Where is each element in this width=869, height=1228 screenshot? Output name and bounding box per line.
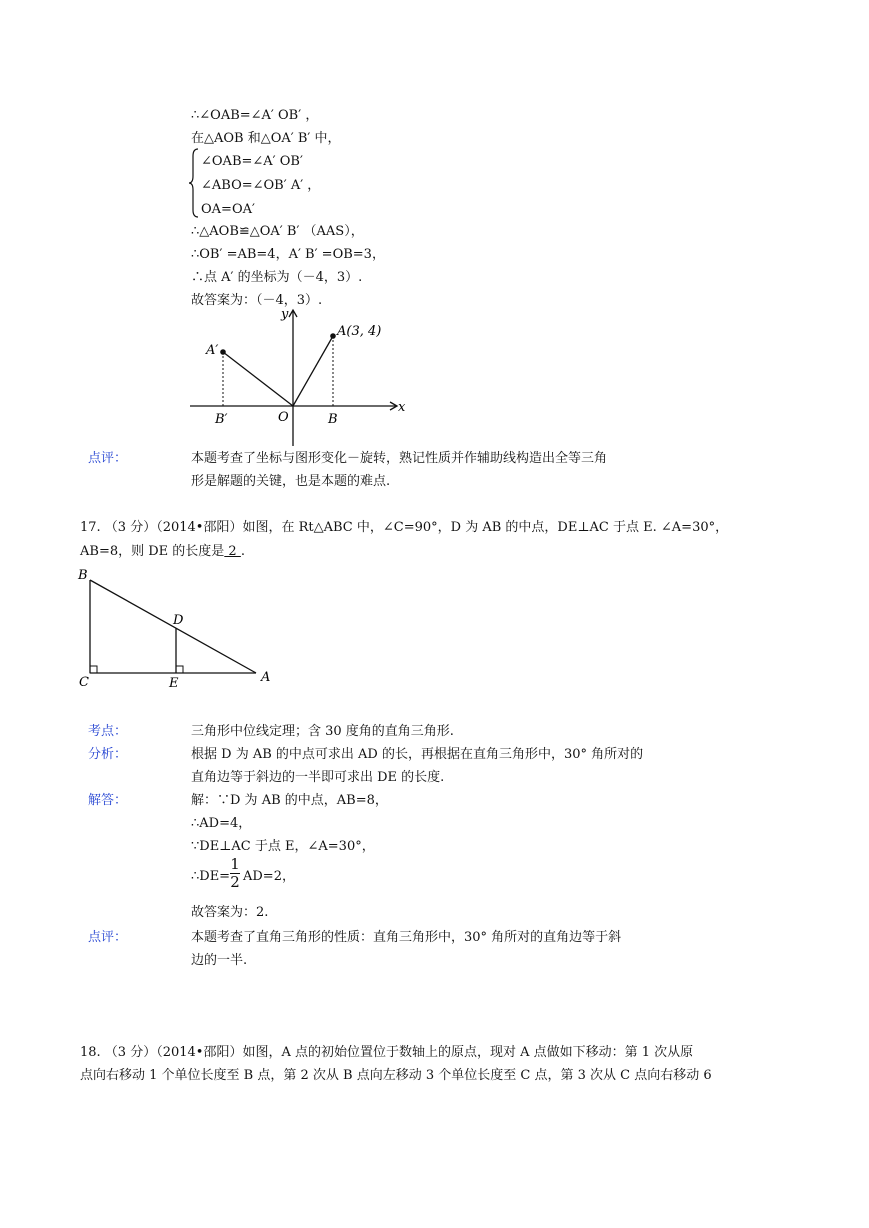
q16-comment-line-2: 形是解题的关键，也是本题的难点. <box>191 474 391 489</box>
q16-system-eq-3: OA=OA′ <box>201 202 255 217</box>
label-x: x <box>398 400 406 415</box>
label-D: D <box>173 613 184 628</box>
q17-fraction <box>229 857 241 890</box>
label-A: A <box>261 670 271 685</box>
q18-line-1: 18. （3 分）（2014•邵阳）如图，A 点的初始位置位于数轴上的原点，现对 A 点做如下移动：第 1 次从原 <box>80 1045 694 1060</box>
q16-line-coord: ∴点 A′ 的坐标为（－4，3）. <box>191 270 363 285</box>
q17-de-pre: ∴DE= <box>191 869 231 884</box>
label-y: y <box>281 307 289 322</box>
q17-stem-line-2 <box>80 543 245 561</box>
q17-kaodian: 三角形中位线定理；含 30 度角的直角三角形. <box>191 724 454 739</box>
q17-jieda-line-3: ∵DE⊥AC 于点 E，∠A=30°， <box>191 839 375 854</box>
fraction-denominator: 2 <box>230 873 240 891</box>
q16-line-2: 在△AOB 和△OA′ B′ 中， <box>191 131 341 146</box>
q17-kaodian-label: 考点： <box>88 724 128 739</box>
q17-triangle-figure <box>75 565 285 695</box>
segment-OA <box>293 336 333 406</box>
q18-line-2: 点向右移动 1 个单位长度至 B 点，第 2 次从 B 点向左移动 3 个单位长度至 C 点，第 3 次从 C 点向右移动 6 <box>80 1068 712 1083</box>
q17-comment-line-2: 边的一半. <box>191 953 248 968</box>
label-A-prime: A′ <box>206 343 219 358</box>
q17-jieda-line-2: ∴AD=4， <box>191 816 252 831</box>
right-angle-E <box>176 666 183 673</box>
right-angle-C <box>90 666 97 673</box>
q16-comment-label: 点评： <box>88 451 128 466</box>
q16-system-eq-2: ∠ABO=∠OB′ A′ ， <box>201 178 321 193</box>
q17-jieda-line-1: 解：∵D 为 AB 的中点，AB=8， <box>191 793 388 808</box>
q16-line-answer: 故答案为：（－4，3）. <box>191 293 323 308</box>
q17-comment-label: 点评： <box>88 930 128 945</box>
label-B: B <box>328 412 338 427</box>
q16-line-1: ∴∠OAB=∠A′ OB′ ， <box>191 108 319 123</box>
label-B-prime: B′ <box>215 412 228 427</box>
q17-stem-end: . <box>240 544 245 559</box>
q16-line-lengths: ∴OB′ =AB=4，A′ B′ =OB=3， <box>191 247 385 262</box>
label-E: E <box>169 676 179 691</box>
label-O: O <box>278 410 289 425</box>
label-A: A(3, 4) <box>337 324 382 339</box>
q17-answer-line: 故答案为：2. <box>191 905 269 920</box>
segment-OA-prime <box>223 352 293 406</box>
q16-coordinate-figure <box>180 305 410 450</box>
q16-system-eq-1: ∠OAB=∠A′ OB′ <box>201 154 303 169</box>
q16-line-congruent: ∴△AOB≌△OA′ B′ （AAS）， <box>191 224 364 239</box>
q17-stem-text: AB=8，则 DE 的长度是 <box>80 544 225 559</box>
q17-answer-blank: 2 <box>224 544 241 559</box>
fraction-numerator: 1 <box>230 855 240 873</box>
q16-comment-line-1: 本题考查了坐标与图形变化－旋转，熟记性质并作辅助线构造出全等三角 <box>191 451 608 466</box>
q17-de-post: AD=2， <box>243 869 295 884</box>
q17-fenxi-line-2: 直角边等于斜边的一半即可求出 DE 的长度. <box>191 770 445 785</box>
label-B: B <box>78 568 88 583</box>
q17-comment-line-1: 本题考查了直角三角形的性质：直角三角形中，30° 角所对的直角边等于斜 <box>191 930 622 945</box>
q17-fenxi-label: 分析： <box>88 747 128 762</box>
q17-jieda-label: 解答： <box>88 793 128 808</box>
system-brace <box>189 148 199 218</box>
q17-fenxi-line-1: 根据 D 为 AB 的中点可求出 AD 的长，再根据在直角三角形中，30° 角所对的 <box>191 747 644 762</box>
q17-stem-line-1: 17. （3 分）（2014•邵阳）如图，在 Rt△ABC 中，∠C=90°，D 为 AB 的中点，DE⊥AC 于点 E. ∠A=30°， <box>80 520 729 535</box>
label-C: C <box>79 675 89 690</box>
point-A-prime <box>220 349 226 355</box>
point-A <box>330 333 336 339</box>
